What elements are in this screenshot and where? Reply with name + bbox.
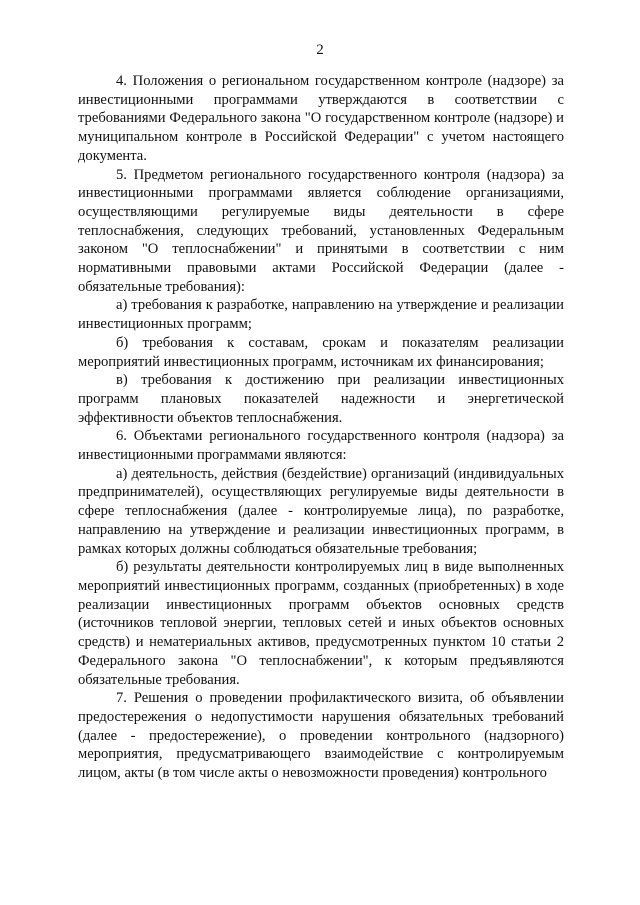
paragraph-6-item-a: а) деятельность, действия (бездействие) организаций (индивидуальных предпринимателей), осуществляющих регулируемые виды деятельности в сфере теплоснабжения (далее - контролируемые лица), по разработке, направлению на утверждение и реализации инвестиционных программ, в рамках которых должны соблюдаться обязательные требования;	[78, 465, 564, 557]
paragraph-5-item-v: в) требования к достижению при реализации инвестиционных программ плановых показателей надежности и энергетической эффективности объектов теплоснабжения.	[78, 372, 564, 426]
document-body	[78, 72, 564, 783]
paragraph-6: 6. Объектами регионального государственного контроля (надзора) за инвестиционными программами являются:	[78, 428, 564, 464]
page-number: 2	[316, 42, 324, 58]
paragraph-5-item-b: б) требования к составам, срокам и показателям реализации мероприятий инвестиционных программ, источникам их финансирования;	[78, 334, 564, 370]
paragraph-7: 7. Решения о проведении профилактического визита, об объявлении предостережения о недопустимости нарушения обязательных требований (далее - предостережение), о проведении контрольного (надзорного) мероприятия, предусматривающего взаимодействие с контролируемым лицом, акты (в том числе акты о невозможности проведения) контрольного	[78, 690, 564, 782]
paragraph-6-item-b: б) результаты деятельности контролируемых лиц в виде выполненных мероприятий инвестиционных программ, созданных (приобретенных) в ходе реализации инвестиционных программ объектов основных средств (источников тепловой энергии, тепловых сетей и иных объектов основных средств) и нематериальных активов, предусмотренных пунктом 10 статьи 2 Федерального закона "О теплоснабжении", к которым предъявляются обязательные требования.	[78, 559, 564, 688]
paragraph-4: 4. Положения о региональном государственном контроле (надзоре) за инвестиционными программами утверждаются в соответствии с требованиями Федерального закона "О государственном контроле (надзоре) и муниципальном контроле в Российской Федерации" с учетом настоящего документа.	[78, 73, 564, 164]
paragraph-5: 5. Предметом регионального государственного контроля (надзора) за инвестиционными программами является соблюдение организациями, осуществляющими регулируемые виды деятельности в сфере теплоснабжения, следующих требований, установленных Федеральным законом "О теплоснабжении" и принятыми в соответствии с ним нормативными правовыми актами Российской Федерации (далее - обязательные требования):	[78, 166, 564, 295]
paragraph-5-item-a: а) требования к разработке, направлению на утверждение и реализации инвестиционных программ;	[78, 297, 564, 333]
